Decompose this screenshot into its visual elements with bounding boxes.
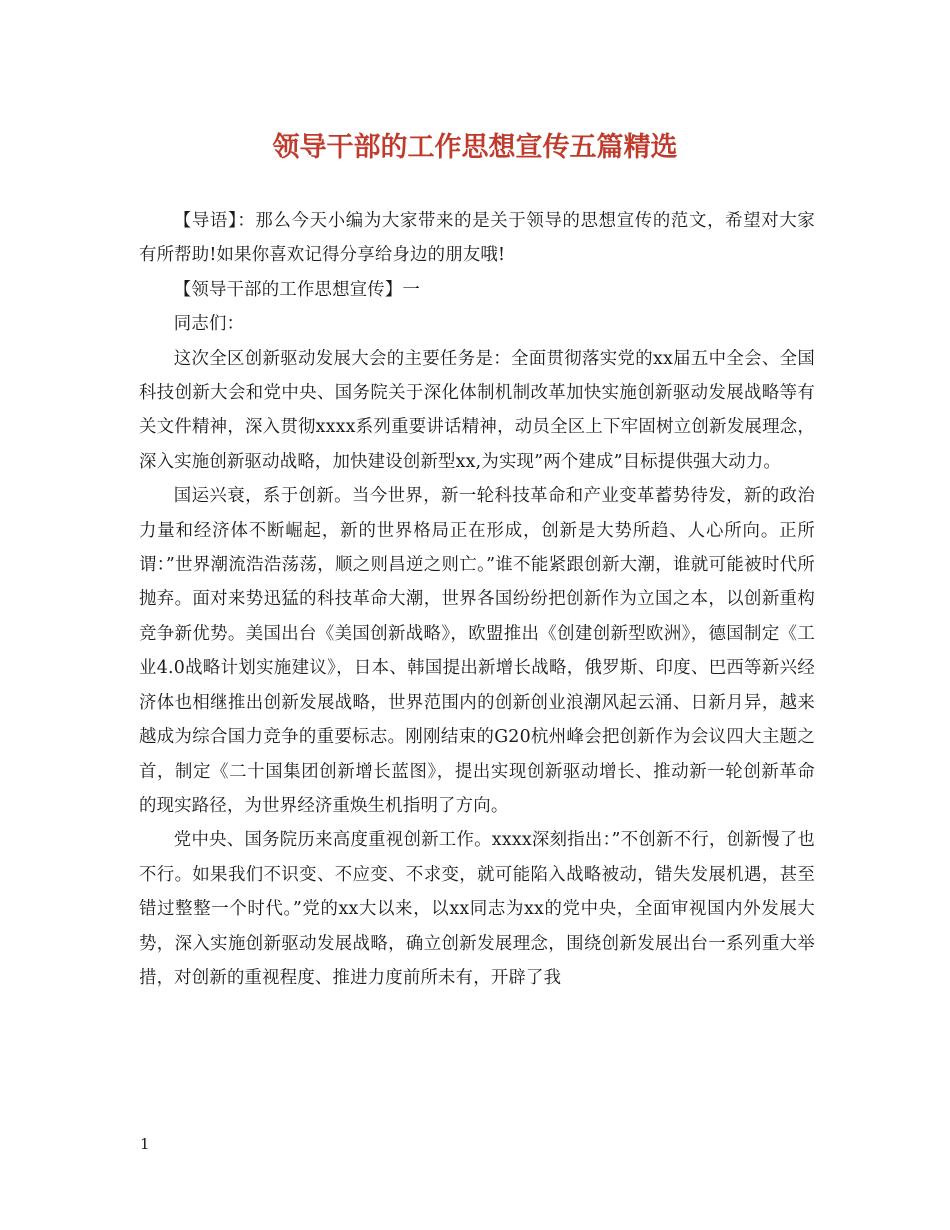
paragraph-body: 国运兴衰，系于创新。当今世界，新一轮科技革命和产业变革蓄势待发，新的政治力量和经济体不断崛起，新的世界格局正在形成，创新是大势所趋、人心所向。正所谓：”世界潮流浩浩荡荡，顺之则昌逆之则亡。”谁不能紧跟创新大潮，谁就可能被时代所抛弃。面对来势迅猛的科技革命大潮，世界各国纷纷把创新作为立国之本，以创新重构竞争新优势。美国出台《美国创新战略》，欧盟推出《创建创新型欧洲》，德国制定《工业4.0战略计划实施建议》，日本、韩国提出新增长战略，俄罗斯、印度、巴西等新兴经济体也相继推出创新发展战略，世界范围内的创新创业浪潮风起云涌、日新月异，越来越成为综合国力竞争的重要标志。刚刚结束的G20杭州峰会把创新作为会议四大主题之首，制定《二十国集团创新增长蓝图》，提出实现创新驱动增长、推动新一轮创新革命的现实路径，为世界经济重焕生机指明了方向。 xyxy=(139,486,815,816)
paragraph-body: 这次全区创新驱动发展大会的主要任务是：全面贯彻落实党的xx届五中全会、全国科技创新大会和党中央、国务院关于深化体制机制改革加快实施创新驱动发展战略等有关文件精神，深入贯彻xxxx系列重要讲话精神，动员全区上下牢固树立创新发展理念，深入实施创新驱动战略，加快建设创新型xx,为实现”两个建成”目标提供强大动力。 xyxy=(139,348,815,472)
paragraph-section-heading: 【领导干部的工作思想宣传】一 xyxy=(173,279,421,300)
page-number: 1 xyxy=(140,1135,150,1153)
document-body xyxy=(139,204,815,995)
paragraph-body: 党中央、国务院历来高度重视创新工作。xxxx深刻指出：”不创新不行，创新慢了也不行。如果我们不识变、不应变、不求变，就可能陷入战略被动，错失发展机遇，甚至错过整整一个时代。”党的xx大以来，以xx同志为xx的党中央，全面审视国内外发展大势，深入实施创新驱动发展战略，确立创新发展理念，围绕创新发展出台一系列重大举措，对创新的重视程度、推进力度前所未有，开辟了我 xyxy=(139,830,815,988)
document-title: 领导干部的工作思想宣传五篇精选 xyxy=(272,132,678,163)
paragraph-salutation: 同志们： xyxy=(173,314,245,335)
paragraph-intro: 【导语】：那么今天小编为大家带来的是关于领导的思想宣传的范文，希望对大家有所帮助!如果你喜欢记得分享给身边的朋友哦! xyxy=(139,211,815,266)
